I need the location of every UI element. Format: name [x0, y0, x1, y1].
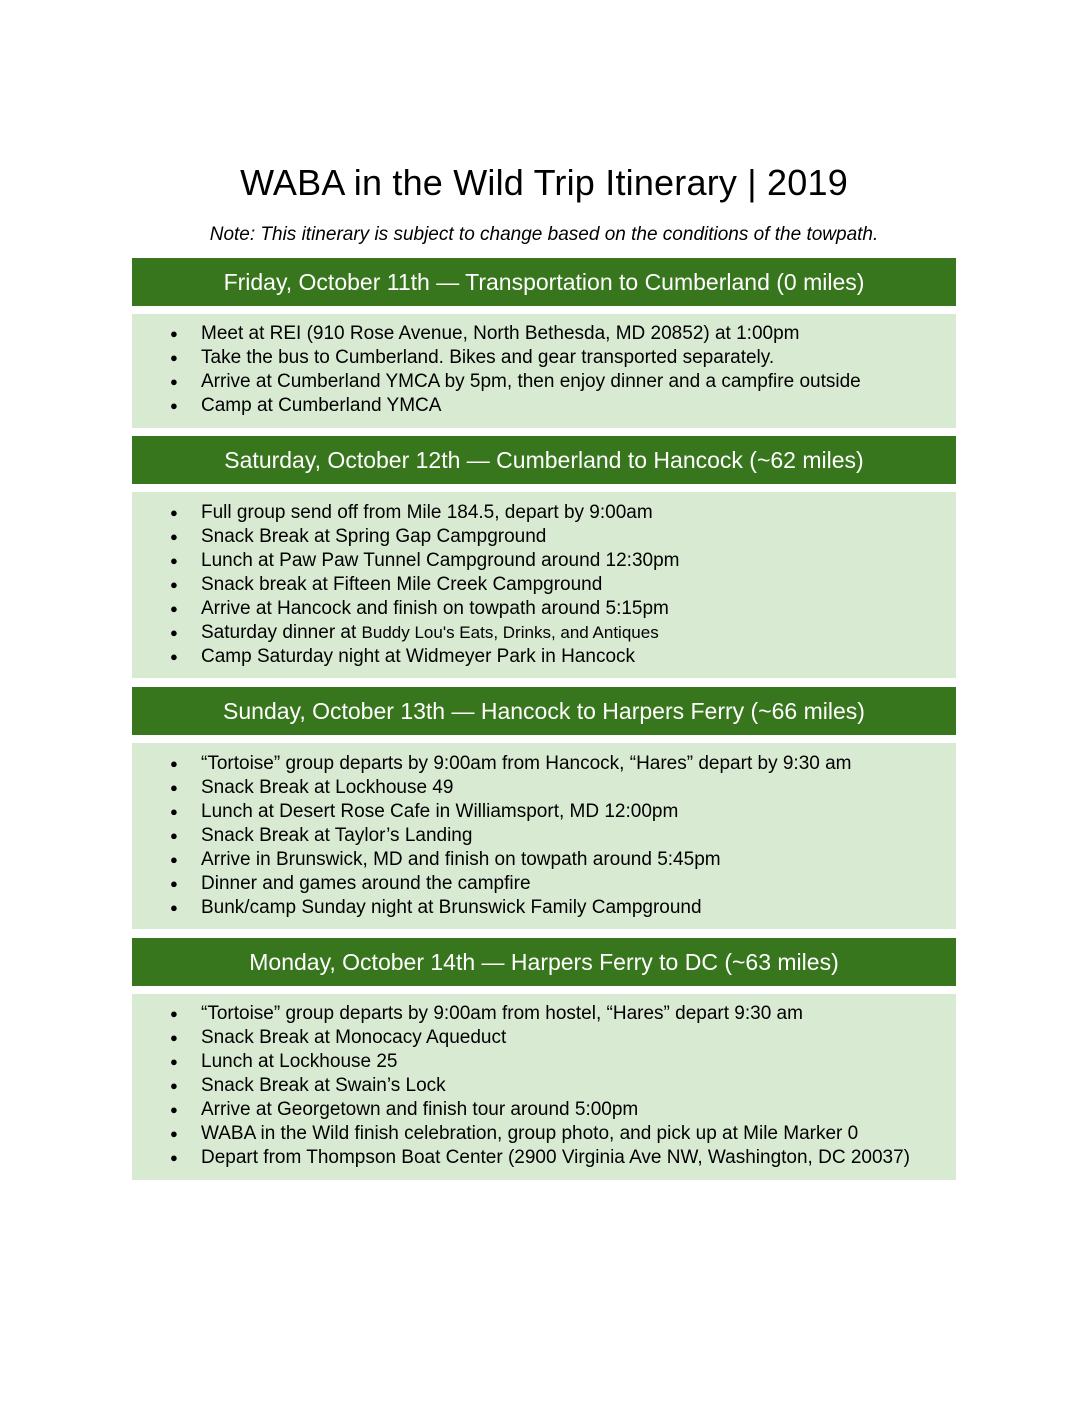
list-item: ● Snack Break at Lockhouse 49 [170, 777, 454, 798]
bullet-icon: ● [170, 852, 178, 867]
list-item: ● Bunk/camp Sunday night at Brunswick Family Campground [170, 897, 702, 918]
bullet-icon: ● [170, 326, 178, 341]
list-item: ● Arrive at Cumberland YMCA by 5pm, then enjoy dinner and a campfire outside [170, 371, 861, 392]
list-item: ● Camp Saturday night at Widmeyer Park in Hancock [170, 646, 636, 667]
list-item: ● Lunch at Paw Paw Tunnel Campground around 12:30pm [170, 550, 680, 571]
monday-item-list [132, 994, 956, 1170]
sunday-item-list [132, 743, 956, 920]
bullet-icon: ● [170, 828, 178, 843]
day-section-sunday [132, 743, 956, 929]
day-heading-saturday: Saturday, October 12th — Cumberland to Hancock (~62 miles) [132, 436, 956, 484]
bullet-icon: ● [170, 350, 178, 365]
bullet-icon: ● [170, 1078, 178, 1093]
list-item: ● Snack Break at Taylor’s Landing [170, 825, 473, 846]
bullet-icon: ● [170, 876, 178, 891]
day-heading-sunday: Sunday, October 13th — Hancock to Harpers Ferry (~66 miles) [132, 687, 956, 735]
list-item: ● Depart from Thompson Boat Center (2900 Virginia Ave NW, Washington, DC 20037) [170, 1147, 910, 1168]
list-item: ● Take the bus to Cumberland. Bikes and gear transported separately. [170, 347, 775, 368]
page-title: WABA in the Wild Trip Itinerary | 2019 [240, 162, 848, 203]
list-item: ● Dinner and games around the campfire [170, 873, 531, 894]
bullet-icon: ● [170, 1030, 178, 1045]
list-item: ● Arrive at Georgetown and finish tour around 5:00pm [170, 1099, 639, 1120]
bullet-icon: ● [170, 625, 178, 640]
friday-item-list [132, 314, 956, 418]
bullet-icon: ● [170, 577, 178, 592]
bullet-icon: ● [170, 1006, 178, 1021]
list-item: ● Camp at Cumberland YMCA [170, 395, 442, 416]
list-item: ● Snack Break at Swain’s Lock [170, 1075, 446, 1096]
bullet-icon: ● [170, 505, 178, 520]
list-item: ● Lunch at Lockhouse 25 [170, 1051, 398, 1072]
list-item: ● Meet at REI (910 Rose Avenue, North Bethesda, MD 20852) at 1:00pm [170, 323, 800, 344]
bullet-icon: ● [170, 374, 178, 389]
bullet-icon: ● [170, 601, 178, 616]
bullet-icon: ● [170, 529, 178, 544]
itinerary-note: Note: This itinerary is subject to change based on the conditions of the towpath. [209, 224, 879, 245]
day-section-saturday [132, 492, 956, 678]
list-item: ● “Tortoise” group departs by 9:00am from Hancock, “Hares” depart by 9:30 am [170, 753, 852, 774]
saturday-item-list [132, 492, 956, 669]
bullet-icon: ● [170, 804, 178, 819]
bullet-icon: ● [170, 553, 178, 568]
list-item: ● “Tortoise” group departs by 9:00am from hostel, “Hares” depart 9:30 am [170, 1003, 803, 1024]
day-heading-monday: Monday, October 14th — Harpers Ferry to DC (~63 miles) [132, 938, 956, 986]
bullet-icon: ● [170, 1126, 178, 1141]
bullet-icon: ● [170, 649, 178, 664]
day-heading-friday: Friday, October 11th — Transportation to Cumberland (0 miles) [132, 258, 956, 306]
list-item: ● Arrive in Brunswick, MD and finish on towpath around 5:45pm [170, 849, 721, 870]
bullet-icon: ● [170, 756, 178, 771]
list-item: ● Arrive at Hancock and finish on towpath around 5:15pm [170, 598, 669, 619]
list-item: ● Snack Break at Monocacy Aqueduct [170, 1027, 507, 1048]
bullet-icon: ● [170, 900, 178, 915]
bullet-icon: ● [170, 1102, 178, 1117]
day-section-friday [132, 314, 956, 428]
bullet-icon: ● [170, 398, 178, 413]
dinner-place: Buddy Lou's Eats, Drinks, and Antiques [361, 623, 659, 642]
list-item: ● Lunch at Desert Rose Cafe in Williamsport, MD 12:00pm [170, 801, 679, 822]
day-section-monday [132, 994, 956, 1180]
bullet-icon: ● [170, 1054, 178, 1069]
bullet-icon: ● [170, 1150, 178, 1165]
bullet-icon: ● [170, 780, 178, 795]
list-item: ● Snack break at Fifteen Mile Creek Campground [170, 574, 603, 595]
list-item: ● Snack Break at Spring Gap Campground [170, 526, 547, 547]
list-item: ● Full group send off from Mile 184.5, depart by 9:00am [170, 502, 653, 523]
list-item: ● Saturday dinner at Buddy Lou's Eats, Drinks, and Antiques [170, 622, 659, 643]
list-item: ● WABA in the Wild finish celebration, group photo, and pick up at Mile Marker 0 [170, 1123, 859, 1144]
